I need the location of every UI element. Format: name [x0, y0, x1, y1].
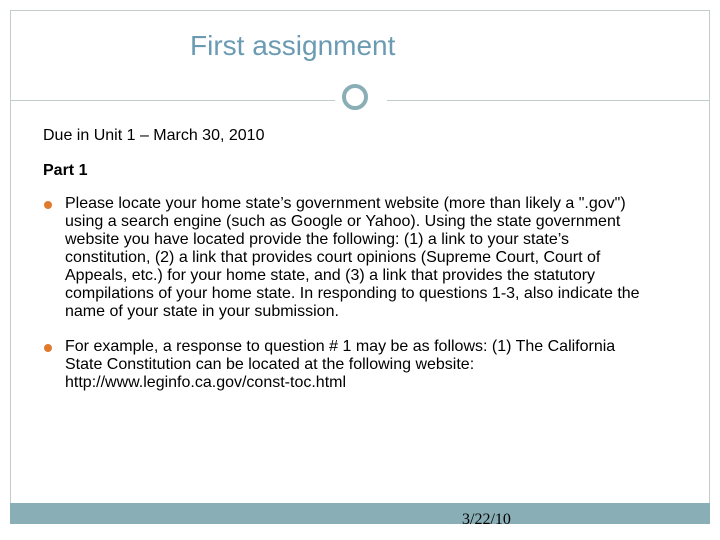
slide-title: First assignment [190, 30, 396, 61]
slide-body [43, 127, 643, 409]
part-heading: Part 1 [43, 162, 88, 179]
circle-ornament-icon [342, 84, 368, 110]
footer-date: 3/22/10 [462, 511, 511, 528]
bullet-text: For example, a response to question # 1 may be as follows: (1) The California State Constitution can be located at the following website: http://www.leginfo.ca.gov/const-toc.html [65, 338, 616, 391]
bullet-item [43, 195, 643, 321]
footer-bar [10, 503, 710, 524]
bullet-item [43, 338, 643, 392]
title-divider-right [387, 100, 710, 101]
bullet-text: Please locate your home state’s government website (more than likely a ".gov") using a search engine (such as Google or Yahoo). Using the state government website you have located provide the following: (1) a link to your state’s constitution, (2) a link that provides court opinions (Supreme Court, Court of Appeals, etc.) for your home state, and (3) a link that provides the statutory compilations of your home state. In responding to questions 1-3, also indicate the name of your state in your submission. [65, 195, 640, 320]
bullet-dot-icon [44, 201, 52, 209]
bullet-dot-icon [44, 344, 52, 352]
title-divider-left [10, 100, 335, 101]
bullet-list [43, 195, 643, 392]
due-date-line: Due in Unit 1 – March 30, 2010 [43, 127, 265, 144]
